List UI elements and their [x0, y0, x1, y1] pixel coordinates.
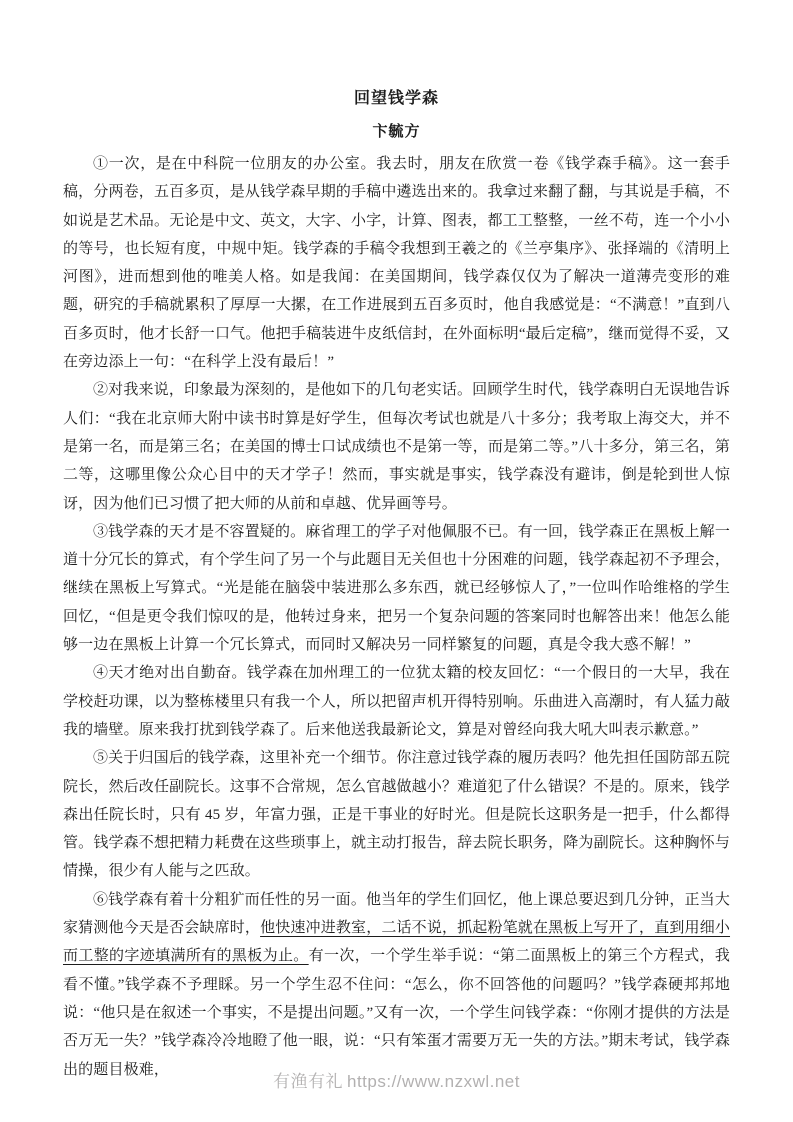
document-title: 回望钱学森 — [353, 90, 439, 107]
paragraph-3: ③钱学森的天才是不容置疑的。麻省理工的学子对他佩服不已。有一回，钱学森正在黑板上解一道十分冗长的算式，有个学生问了另一个与此题目无关但也十分困难的问题，钱学森起初不予理会，继续在黑板上写算式。“光是能在脑袋中装进那么多东西，就已经够惊人了，”一位叫作哈维格的学生回忆，“但是更令我们惊叹的是，他转过身来，把另一个复杂问题的答案同时也解答出来！他怎么能够一边在黑板上计算一个冗长算式，而同时又解决另一同样繁复的问题，真是令我大惑不解！” — [63, 523, 730, 654]
paragraph-2: ②对我来说，印象最为深刻的，是他如下的几句老实话。回顾学生时代，钱学森明白无误地告诉人们：“我在北京师大附中读书时算是好学生，但每次考试也就是八十多分；我考取上海交大，并不是第一名，而是第三名；在美国的博士口试成绩也不是第一等，而是第二等。”八十多分，第三名，第二等，这哪里像公众心目中的天才学子！然而，事实就是事实，钱学森没有避讳，倒是轮到世人惊讶，因为他们已习惯了把大师的从前和卓越、优异画等号。 — [63, 382, 730, 512]
paragraph-5: ⑤关于归国后的钱学森，这里补充一个细节。你注意过钱学森的履历表吗？他先担任国防部五院院长，然后改任副院长。这事不合常规，怎么官越做越小？难道犯了什么错误？不是的。原来，钱学森出任院长时，只有 45 岁，年富力强，正是干事业的好时光。但是院长这职务是一把手，什么都得管。钱学森不想把精力耗费在这些琐事上，就主动打报告，辞去院长职务，降为副院长。这种胸怀与情操，很少有人能与之匹敌。 — [63, 750, 730, 880]
footer-watermark — [0, 1067, 793, 1092]
paragraph-4: ④天才绝对出自勤奋。钱学森在加州理工的一位犹太籍的校友回忆：“一个假日的一大早，我在学校赶功课，以为整栋楼里只有我一个人，所以把留声机开得特别响。乐曲进入高潮时，有人猛力敲我的墙壁。原来我打扰到钱学森了。后来他送我最新论文，算是对曾经向我大吼大叫表示歉意。” — [63, 665, 730, 738]
document-body — [63, 150, 730, 1084]
underlined-passage: 他快速冲进教室，二话不说，抓起粉笔就在黑板上写开了，直到用细小而工整的字迹填满所有的黑板为止。 — [63, 920, 731, 965]
paragraph-6-tail: 有一次，一个学生举手说：“第二面黑板上的第三个方程式，我看不懂。”钱学森不予理睬。另一个学生忍不住问：“怎么，你不回答他的问题吗？”钱学森硬邦邦地说：“他只是在叙述一个事实，不是提出问题。”又有一次，一个学生问钱学森：“你刚才提供的方法是否万无一失？”钱学森冷冷地瞪了他一眼，说：“只有笨蛋才需要万无一失的方法。”期末考试，钱学森出的题目极难， — [63, 948, 730, 1078]
author-name: 卞毓方 — [372, 124, 421, 140]
paragraph-6 — [63, 886, 730, 1084]
footer-site-name: 有渔有礼 — [272, 1072, 343, 1091]
footer-url: https://www.nzxwl.net — [346, 1072, 520, 1091]
paragraph-6-lead: ⑥钱学森有着十分粗犷而任性的另一面。他当年的学生们回忆，他上课总要迟到几分钟，正当大家猜测他今天是否会缺席时， — [63, 891, 730, 937]
paragraph-1: ①一次，是在中科院一位朋友的办公室。我去时，朋友在欣赏一卷《钱学森手稿》。这一套手稿，分两卷，五百多页，是从钱学森早期的手稿中遴选出来的。我拿过来翻了翻，与其说是手稿，不如说是艺术品。无论是中文、英文，大字、小字，计算、图表，都工工整整，一丝不苟，连一个小小的等号，也长短有度，中规中矩。钱学森的手稿令我想到王羲之的《兰亭集序》、张择端的《清明上河图》，进而想到他的唯美人格。如是我闻：在美国期间，钱学森仅仅为了解决一道薄壳变形的难题，研究的手稿就累积了厚厚一大摞，在工作进展到五百多页时，他自我感觉是：“不满意！”直到八百多页时，他才长舒一口气。他把手稿装进牛皮纸信封，在外面标明“最后定稿”，继而觉得不妥，又在旁边添上一句：“在科学上没有最后！” — [63, 156, 730, 371]
